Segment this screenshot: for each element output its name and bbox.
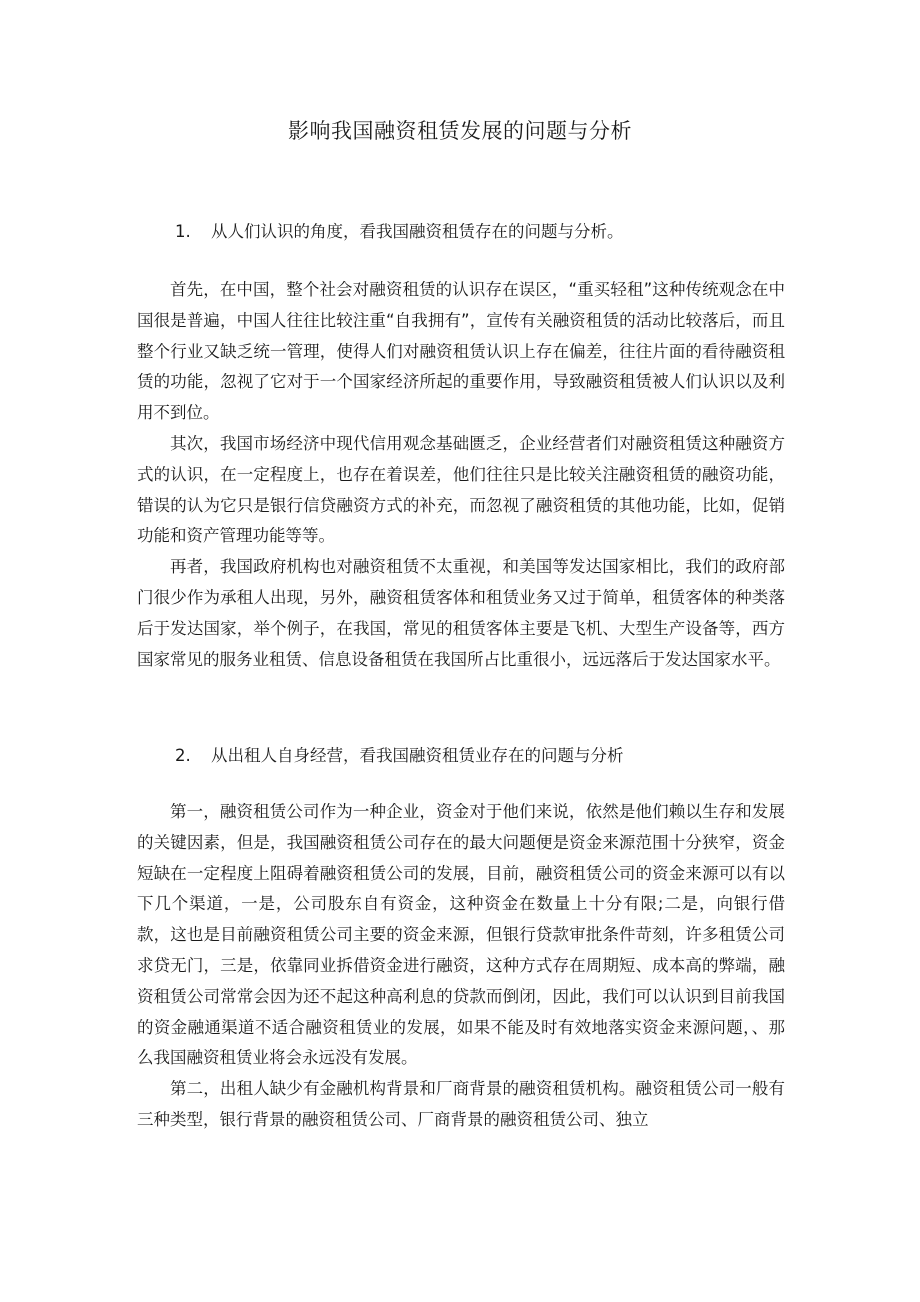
section-heading-text: 从出租人自身经营，看我国融资租赁业存在的问题与分析 xyxy=(211,746,624,765)
section-body-2 xyxy=(137,797,785,1136)
paragraph: 再者，我国政府机构也对融资租赁不太重视，和美国等发达国家相比，我们的政府部门很少作为承租人出现，另外，融资租赁客体和租赁业务又过于简单，租赁客体的种类落后于发达国家，举个例子，在我国，常见的租赁客体主要是飞机、大型生产设备等，西方国家常见的服务业租赁、信息设备租赁在我国所占比重很小，远远落后于发达国家水平。 xyxy=(137,557,785,669)
paragraph: 首先，在中国，整个社会对融资租赁的认识存在误区，“重买轻租”这种传统观念在中国很是普遍，中国人往往比较注重“自我拥有”，宣传有关融资租赁的活动比较落后，而且整个行业又缺乏统一管理，使得人们对融资租赁认识上存在偏差，往往片面的看待融资租赁的功能，忽视了它对于一个国家经济所起的重要作用，导致融资租赁被人们认识以及利用不到位。 xyxy=(137,280,785,423)
section-heading-2 xyxy=(175,742,624,770)
paragraph: 第一，融资租赁公司作为一种企业，资金对于他们来说，依然是他们赖以生存和发展的关键因素，但是，我国融资租赁公司存在的最大问题便是资金来源范围十分狭窄，资金短缺在一定程度上阻碍着融资租赁公司的发展，目前，融资租赁公司的资金来源可以有以下几个渠道，一是，公司股东自有资金，这种资金在数量上十分有限;二是，向银行借款，这也是目前融资租赁公司主要的资金来源，但银行贷款审批条件苛刻，许多租赁公司求贷无门，三是，依靠同业拆借资金进行融资，这种方式存在周期短、成本高的弊端，融资租赁公司常常会因为还不起这种高利息的贷款而倒闭，因此，我们可以认识到目前我国的资金融通渠道不适合融资租赁业的发展，如果不能及时有效地落实资金来源问题，、那么我国融资租赁业将会永远没有发展。 xyxy=(137,802,785,1068)
paragraph: 第二，出租人缺少有金融机构背景和厂商背景的融资租赁机构。融资租赁公司一般有三种类型，银行背景的融资租赁公司、厂商背景的融资租赁公司、独立 xyxy=(137,1079,785,1129)
section-heading-text: 从人们认识的角度，看我国融资租赁存在的问题与分析。 xyxy=(211,222,624,241)
section-number: 1. xyxy=(175,222,191,241)
section-number: 2. xyxy=(175,746,191,765)
document-title: 影响我国融资租赁发展的问题与分析 xyxy=(288,119,632,143)
section-body-1 xyxy=(137,275,785,675)
paragraph: 其次，我国市场经济中现代信用观念基础匮乏，企业经营者们对融资租赁这种融资方式的认识，在一定程度上，也存在着误差，他们往往只是比较关注融资租赁的融资功能，错误的认为它只是银行信贷融资方式的补充，而忽视了融资租赁的其他功能，比如，促销功能和资产管理功能等等。 xyxy=(137,433,785,546)
section-heading-1 xyxy=(175,218,624,246)
